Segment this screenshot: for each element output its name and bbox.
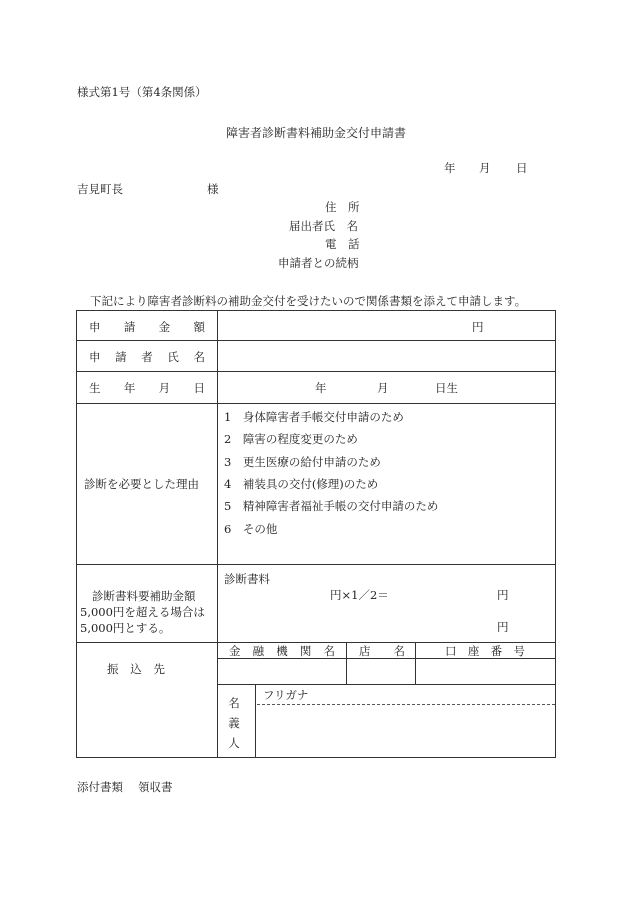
intro-text: 下記により障害者診断料の補助金交付を受けたいので関係書類を添えて申請します。 [90,294,527,308]
birth-date-label: 生 年 月 日 [89,381,205,395]
form-number: 様式第1号（第4条関係） [77,85,207,99]
bank-name-header: 金 融 機 関 名 [229,644,335,658]
birth-day-label: 日生 [435,381,458,395]
birth-year-label: 年 [315,381,327,395]
applicant-name-label: 申 請 者 氏 名 [89,350,205,364]
account-holder-label: 名 義 人 [228,696,240,750]
furigana-label: フリガナ [263,688,309,702]
fee-unit-1: 円 [497,588,509,602]
account-number-header: 口 座 番 号 [445,644,525,658]
reason-option-5: 5 精神障害者福祉手帳の交付申請のため [224,499,439,513]
addressee-honorific: 様 [207,182,219,196]
attachment-value: 領収書 [138,780,173,794]
date-month-label: 月 [479,161,491,175]
fee-unit-2: 円 [497,620,509,634]
reason-option-3: 3 更生医療の給付申請のため [224,455,381,469]
relation-label: 申請者との続柄 [278,256,359,270]
reason-option-4: 4 補装具の交付(修理)のため [224,477,379,491]
reason-option-1: 1 身体障害者手帳交付申請のため [224,410,404,424]
fee-label: 診断書料 [224,572,270,586]
subsidy-label-line-2: 5,000円を超える場合は [80,605,205,619]
birth-month-label: 月 [377,381,389,395]
subsidy-label-line-3: 5,000円とする。 [80,621,171,635]
amount-unit: 円 [472,320,484,334]
reason-option-6: 6 その他 [224,522,278,536]
filer-name-label: 届出者氏 名 [289,219,358,233]
subsidy-label-line-1: 診断書料要補助金額 [92,589,196,603]
fee-formula: 円×1／2＝ [330,588,389,602]
attachment-label: 添付書類 [77,780,123,794]
application-form-table [76,310,556,758]
page-title: 障害者診断書料補助金交付申請書 [226,126,407,140]
reason-label: 診断を必要とした理由 [84,477,199,491]
reason-option-2: 2 障害の程度変更のため [224,432,358,446]
amount-label: 申 請 金 額 [89,320,205,334]
branch-name-header: 店 名 [359,644,405,658]
date-day-label: 日 [516,161,528,175]
date-year-label: 年 [444,161,456,175]
transfer-label: 振 込 先 [107,662,165,676]
address-label: 住 所 [325,200,360,214]
phone-label: 電 話 [325,237,360,251]
addressee-name: 吉見町長 [77,182,123,196]
